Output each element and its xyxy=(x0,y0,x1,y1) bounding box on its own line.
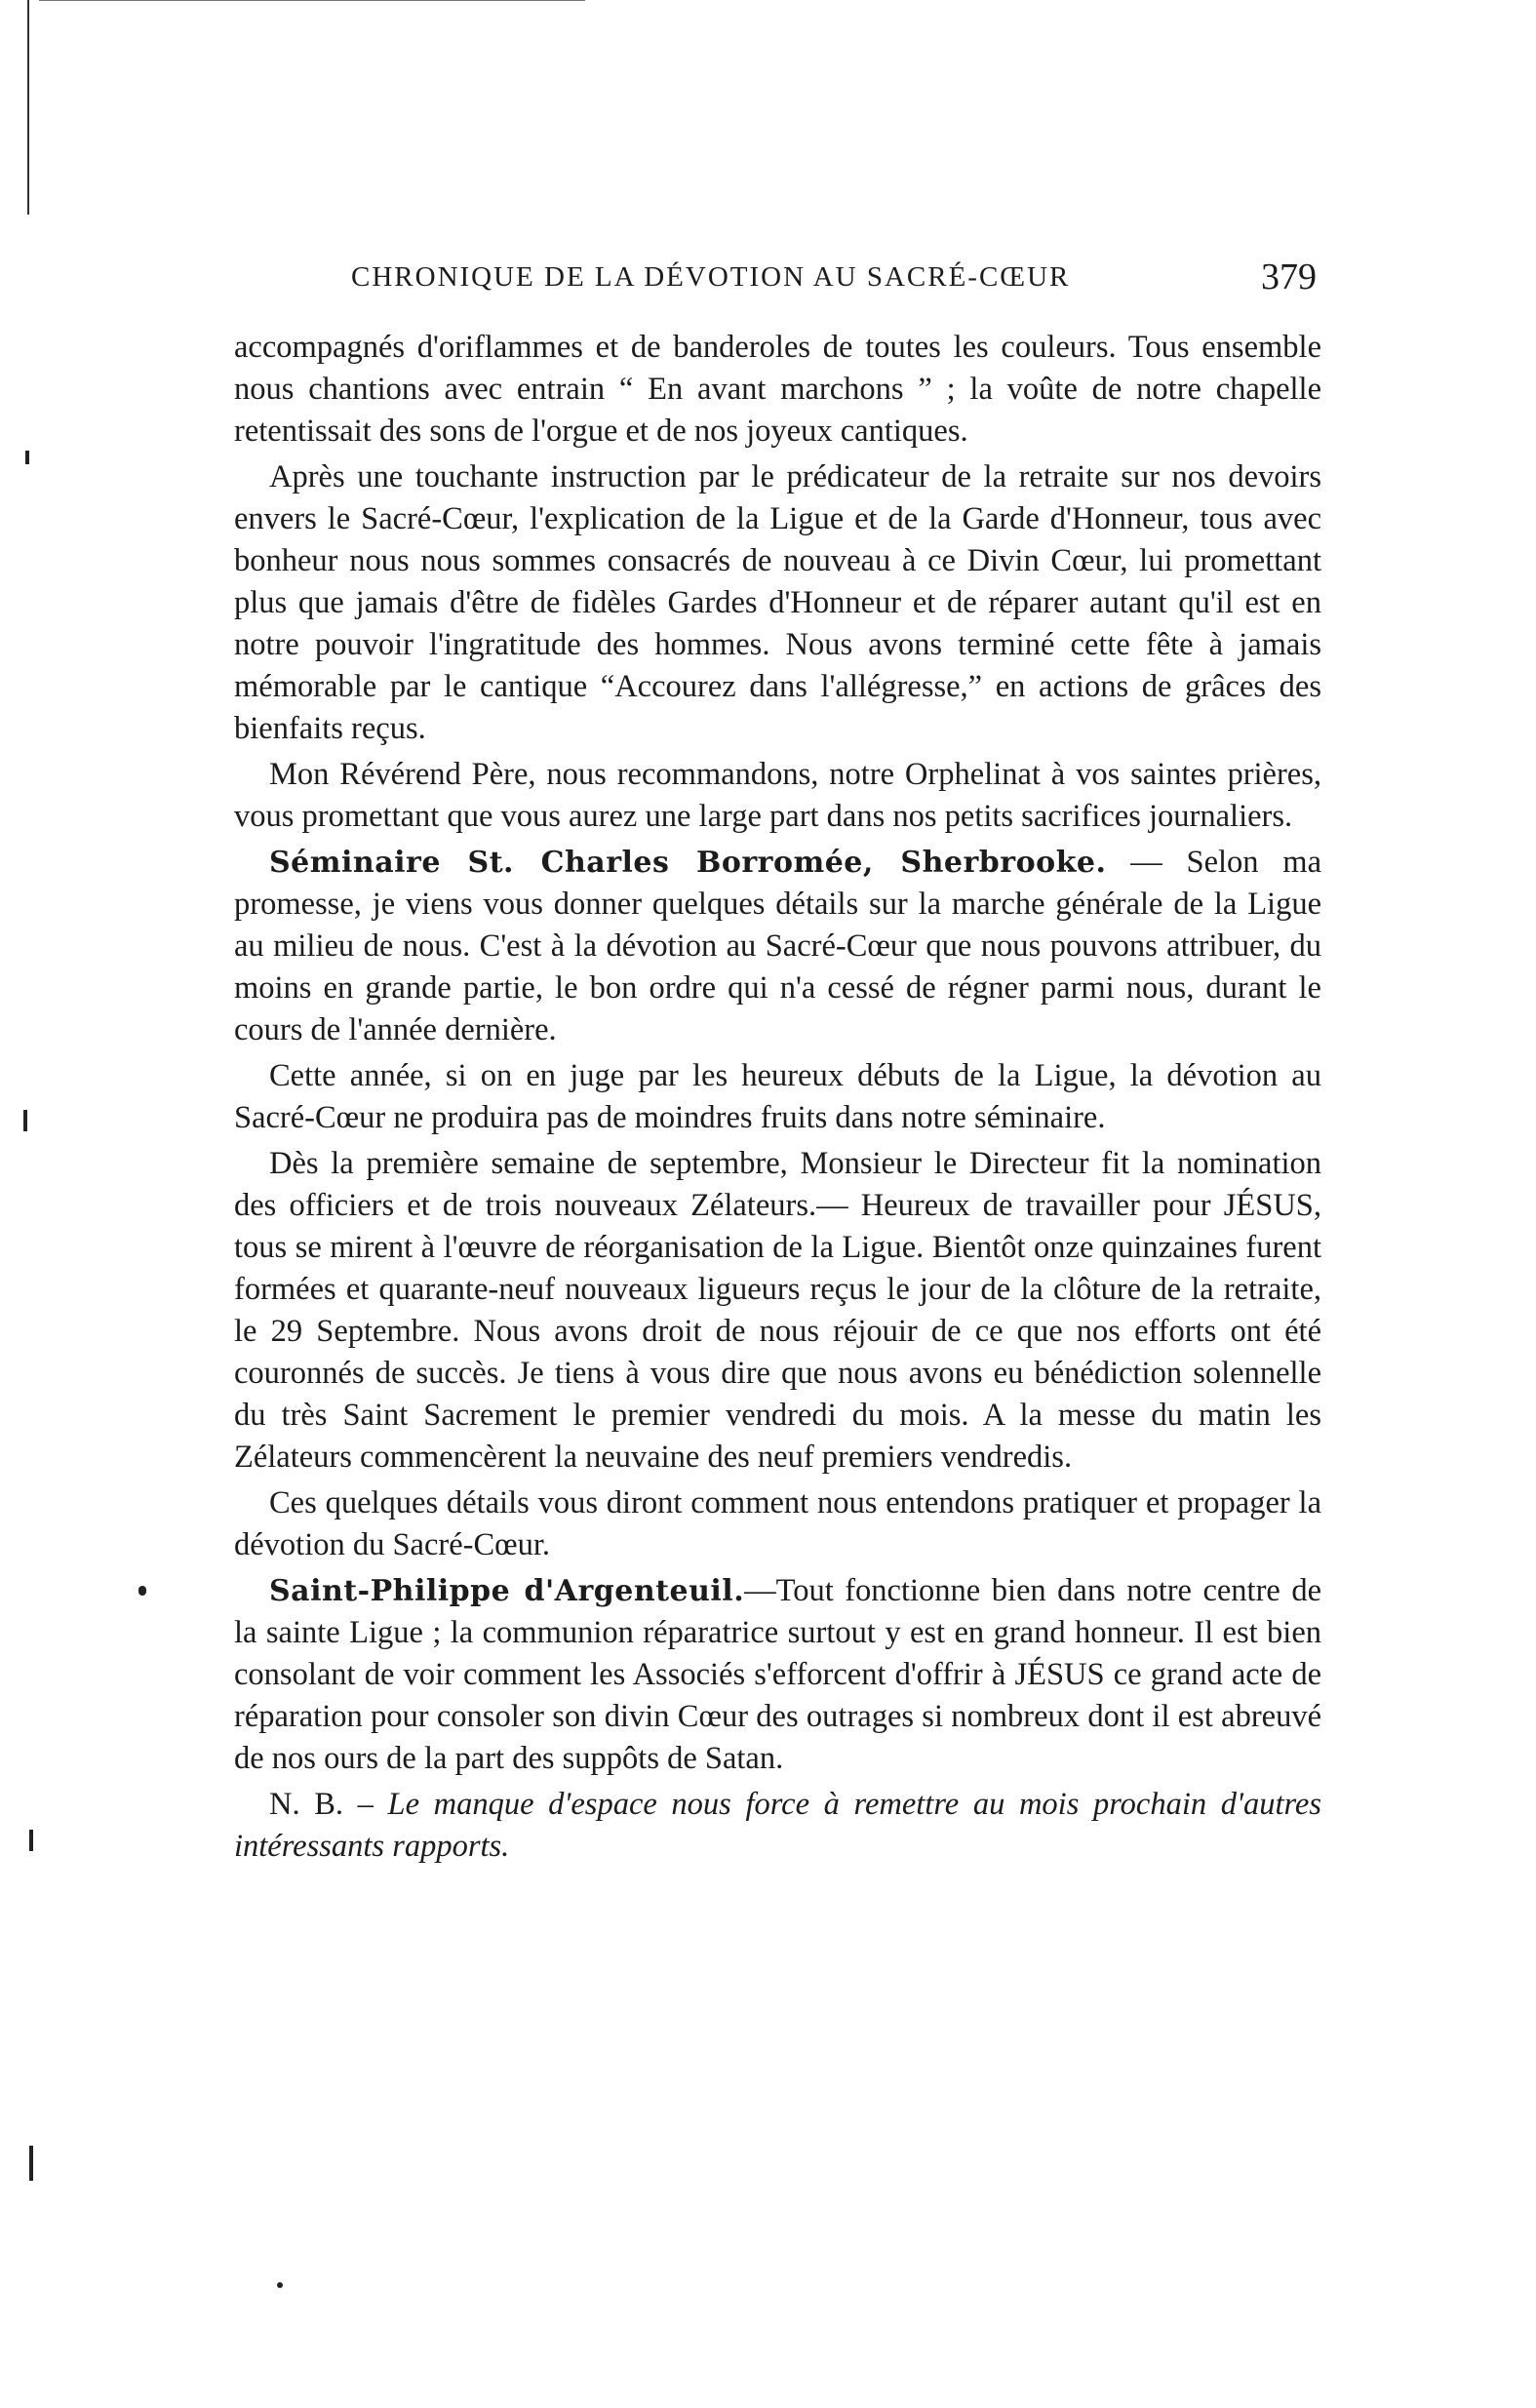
paragraph-text: accompagnés d'oriflammes et de banderoles de toutes les couleurs. Tous ensemble nous chantions avec entrain “ En avant marchons ” ; la voûte de notre chapelle retentissait des sons de l'orgue et de nos joyeux cantiques. xyxy=(234,330,1321,449)
paragraph xyxy=(234,1143,1321,1479)
paragraph xyxy=(234,1570,1321,1780)
paragraph xyxy=(234,1784,1321,1868)
binding-edge-line xyxy=(27,0,29,215)
paragraph-text: Ces quelques détails vous diront comment nous entendons pratiquer et propager la dévotion du Sacré-Cœur. xyxy=(234,1485,1321,1562)
paragraph-text: Après une touchante instruction par le prédicateur de la retraite sur nos devoirs envers le Sacré-Cœur, l'explication de la Ligue et de la Garde d'Honneur, tous avec bonheur nous nous sommes consacrés de nouveau à ce Divin Cœur, lui promettant plus que jamais d'être de fidèles Gardes d'Honneur et de réparer autant qu'il est en notre pouvoir l'ingratitude des hommes. Nous avons terminé cette fête à jamais mémorable par le cantique “Accourez dans l'allégresse,” en actions de grâces des bienfaits reçus. xyxy=(234,459,1321,746)
top-edge-line xyxy=(39,0,585,1)
paragraph-text: Mon Révérend Père, nous recommandons, notre Orphelinat à vos saintes prières, vous promettant que vous aurez une large part dans nos petits sacrifices journaliers. xyxy=(234,757,1321,834)
note-lead: N. B. – xyxy=(269,1787,374,1822)
page-number: 379 xyxy=(1261,257,1317,297)
body-text xyxy=(234,327,1321,1868)
running-head: CHRONIQUE DE LA DÉVOTION AU SACRÉ-CŒUR xyxy=(351,261,1071,293)
margin-mark xyxy=(29,1830,33,1851)
page-header xyxy=(351,256,1317,304)
note-text: Le manque d'espace nous force à remettre au mois prochain d'autres intéressants rapports. xyxy=(234,1787,1321,1864)
section-heading: Saint-Philippe d'Argenteuil. xyxy=(269,1574,745,1608)
margin-mark xyxy=(23,1110,27,1131)
paragraph xyxy=(234,1055,1321,1139)
margin-mark xyxy=(277,2282,283,2288)
margin-mark xyxy=(25,451,29,464)
paragraph xyxy=(234,327,1321,453)
paragraph-text: — Selon ma promesse, je viens vous donner quelques détails sur la marche générale de la Ligue au milieu de nous. C'est à la dévotion au Sacré-Cœur que nous pouvons attribuer, du moins en grande partie, le bon ordre qui n'a cessé de régner parmi nous, durant le cours de l'année dernière. xyxy=(234,845,1322,1047)
paragraph-text: Dès la première semaine de septembre, Monsieur le Directeur fit la nomination des officiers et de trois nouveaux Zélateurs.— Heureux de travailler pour JÉSUS, tous se mirent à l'œuvre de réorganisation de la Ligue. Bientôt onze quinzaines furent formées et quarante-neuf nouveaux ligueurs reçus le jour de la clôture de la retraite, le 29 Septembre. Nous avons droit de nous réjouir de ce que nos efforts ont été couronnés de succès. Je tiens à vous dire que nous avons eu bénédiction solennelle du très Saint Sacrement le premier vendredi du mois. A la messe du matin les Zélateurs commencèrent la neuvaine des neuf premiers vendredis. xyxy=(234,1146,1321,1475)
paragraph xyxy=(234,1482,1321,1566)
paragraph xyxy=(234,754,1321,838)
paragraph xyxy=(234,456,1321,750)
margin-mark xyxy=(29,2146,33,2181)
margin-mark xyxy=(138,1586,146,1596)
section-heading: Séminaire St. Charles Borromée, Sherbrooke. xyxy=(269,846,1107,880)
paragraph-text: Cette année, si on en juge par les heureux débuts de la Ligue, la dévotion au Sacré-Cœur ne produira pas de moindres fruits dans notre séminaire. xyxy=(234,1058,1321,1135)
paragraph xyxy=(234,842,1321,1051)
paragraph-text: —Tout fonctionne bien dans notre centre de la sainte Ligue ; la communion réparatrice surtout y est en grand honneur. Il est bien consolant de voir comment les Associés s'efforcent d'offrir à JÉSUS ce grand acte de réparation pour consoler son divin Cœur des outrages si nombreux dont il est abreuvé de nos ours de la part des suppôts de Satan. xyxy=(234,1573,1321,1776)
